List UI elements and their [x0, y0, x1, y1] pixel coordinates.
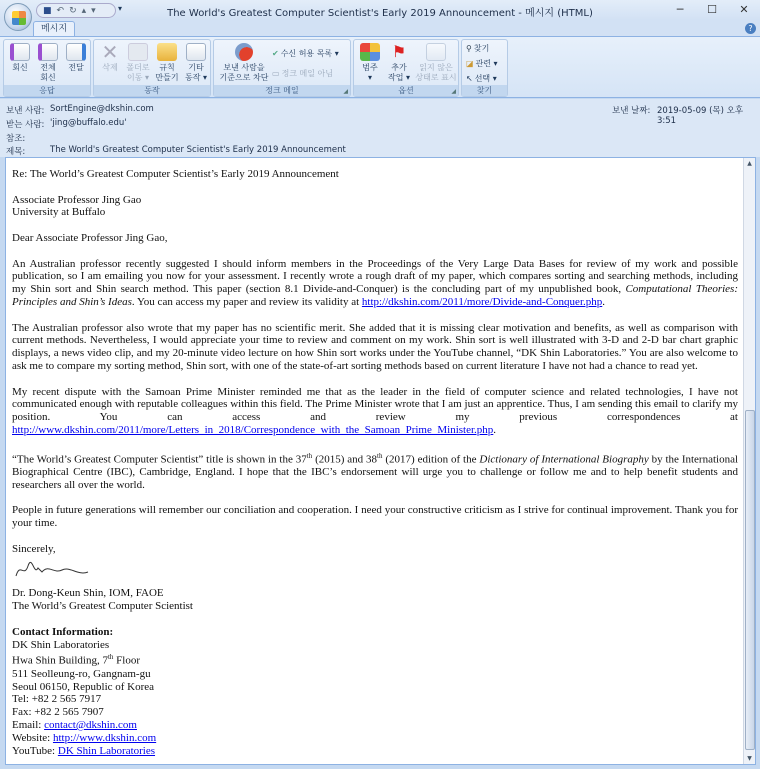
group-label: 동작	[94, 85, 210, 96]
reply-button[interactable]: 회신	[7, 43, 33, 73]
closing: Sincerely,	[12, 542, 56, 555]
not-junk-icon: ▭	[272, 69, 280, 78]
contact-address-1: Hwa Shin Building, 7th Floor	[12, 653, 140, 667]
previous-item-icon[interactable]: ▴	[81, 5, 87, 16]
group-actions	[93, 39, 211, 97]
paragraph-1: An Australian professor recently suggested I should inform members in the Proceedings of the Very Large Data Bases for review of my work and possible publication, so I am emailing you now for your assessment. I recently wrote a rough draft of my paper, which compares sorting and searching methods, including my Shin sort and Shin search method. This paper (section 8.1 Divide-and-Conquer) is the concluding part of my unpublished book, Computational Theories: Principles and Shin’s Ideas. You can access my paper and review its validity at http://dkshin.com/2011/more/Divide-and-Conquer.php.	[12, 257, 739, 308]
help-icon[interactable]: ?	[745, 23, 756, 34]
window-title: The World's Greatest Computer Scientist's Early 2019 Announcement - 메시지 (HTML)	[167, 8, 593, 19]
contact-heading: Contact Information:	[12, 625, 114, 638]
reply-icon	[10, 43, 30, 61]
scroll-up-icon[interactable]: ▲	[747, 160, 752, 167]
close-button[interactable]: ✕	[739, 3, 749, 16]
safe-senders-button[interactable]: ✔ 수신 허용 목록 ▾	[272, 49, 339, 58]
undo-icon[interactable]: ↶	[56, 5, 65, 16]
other-actions-button[interactable]: 기타 동작 ▾	[182, 43, 210, 83]
mark-unread-icon	[426, 43, 446, 61]
contact-address-3: Seoul 06150, Republic of Korea	[12, 680, 155, 693]
group-junk	[213, 39, 351, 97]
from-value[interactable]: SortEngine@dkshin.com	[50, 104, 154, 114]
delete-button[interactable]: ✕ 삭제	[101, 40, 119, 72]
cc-label: 참조:	[6, 134, 26, 144]
paragraph-5: People in future generations will remember our conciliation and cooperation. I need your constructive criticism as I strive for continual improvement. Thank you for your time.	[12, 504, 738, 530]
youtube-link[interactable]: DK Shin Laboratories	[57, 744, 156, 757]
create-rule-button[interactable]: 규칙 만들기	[153, 43, 181, 83]
signature-title: The World’s Greatest Computer Scientist	[12, 600, 193, 613]
contact-youtube: YouTube: DK Shin Laboratories	[12, 744, 156, 757]
dialog-launcher-icon[interactable]: ◢	[343, 88, 348, 95]
scroll-down-icon[interactable]: ▼	[747, 755, 752, 762]
group-label: 옵션	[354, 85, 458, 96]
greeting: Dear Associate Professor Jing Gao,	[12, 231, 168, 244]
mark-unread-button[interactable]: 읽지 않은 상태로 표시	[414, 43, 458, 83]
reply-all-button[interactable]: 전체 회신	[35, 43, 61, 83]
message-body	[5, 157, 756, 765]
forward-icon	[66, 43, 86, 61]
paragraph-4: “The World’s Greatest Computer Scientist” title is shown in the 37th (2015) and 38th (2017) edition of the Dictionary of International Biography by the International Biographical Centre (IBC), Cambridge, England. I hope that the IBC’s endorsement will urge you to challenge or follow me and to help benefit students and researchers all over the world.	[12, 451, 739, 491]
group-label: 정크 메일	[214, 85, 350, 96]
reply-all-icon	[38, 43, 58, 61]
ribbon	[0, 36, 760, 98]
contact-fax: Fax: +82 2 565 7907	[12, 706, 104, 719]
related-icon: ◪	[466, 59, 474, 68]
subject-label: 제목:	[6, 147, 26, 157]
block-sender-button[interactable]: 보낸 사람을 기준으로 차단	[216, 43, 272, 83]
redo-icon[interactable]: ↻	[69, 5, 77, 16]
to-value[interactable]: 'jing@buffalo.edu'	[50, 118, 127, 128]
paragraph-2: The Australian professor also wrote that my paper has no scientific merit. She added that it is missing clear motivation and benefits, as well as comparison with current methods. Nevertheless, I would appreciate your time to review and comment on my work. Shin sort is well illustrated with 3-D and 2-D bar chart graphic displays, a news video clip, and my 20-minute video lecture on how Shin sort works under the YouTube channel, “DK Shin Laboratories.” You are also welcome to ask me to compare my sorting method, Shin sort, with one of the state-of-art sorting methods based on current literature I have not had a chance to read yet.	[12, 321, 738, 372]
tab-message[interactable]: 메시지	[33, 21, 75, 37]
from-label: 보낸 사람:	[6, 106, 45, 116]
rule-folder-icon	[157, 43, 177, 61]
binoculars-icon: ⚲	[466, 44, 472, 53]
addressee: Associate Professor Jing Gao University at Buffalo	[12, 193, 142, 219]
message-header	[0, 99, 760, 157]
handwritten-signature	[12, 558, 92, 582]
save-icon[interactable]: ■	[43, 5, 52, 16]
minimize-button[interactable]: ─	[676, 3, 684, 16]
find-button[interactable]: ⚲ 찾기	[466, 44, 490, 53]
contact-email: Email: contact@dkshin.com	[12, 718, 137, 731]
group-respond	[3, 39, 91, 97]
paragraph-3: My recent dispute with the Samoan Prime Minister reminded me that as the leader in the field of computer science and related technologies, I have not communicated enough with reputable colleagues within this field. The Prime Minister wrote that I am just an apprentice. Thus, I am sending this email to clarify my position. You can access and review my previous correspondences at http://www.dkshin.com/2011/more/Letters_in_2018/Correspondence_with_the_Samoan_Prime_Minister.php.	[12, 385, 738, 436]
move-icon	[128, 43, 148, 61]
contact-website: Website: http://www.dkshin.com	[12, 731, 157, 744]
signature-name: Dr. Dong-Keun Shin, IOM, FAOE	[12, 587, 164, 600]
sent-label: 보낸 날짜:	[612, 106, 651, 116]
sent-value: 2019-05-09 (목) 오후 3:51	[657, 106, 744, 126]
to-label: 받는 사람:	[6, 120, 45, 130]
correspondence-link[interactable]: http://www.dkshin.com/2011/more/Letters_in_2018/Correspondence_with_the_Samoan_Prime_Minister.php	[12, 423, 494, 436]
move-to-folder-button[interactable]: 폴더로 이동 ▾	[124, 43, 152, 83]
office-button[interactable]	[4, 3, 32, 31]
categorize-button[interactable]: 범주 ▾	[357, 43, 383, 83]
categorize-icon	[360, 43, 380, 61]
block-sender-icon	[235, 43, 253, 61]
delete-icon: ✕	[101, 40, 119, 64]
group-find	[461, 39, 508, 97]
re-line: Re: The World’s Greatest Computer Scientist’s Early 2019 Announcement	[12, 168, 339, 180]
select-cursor-icon: ↖	[466, 74, 473, 83]
select-button[interactable]: ↖ 선택 ▾	[466, 74, 497, 83]
customize-toolbar-icon[interactable]: ▾	[118, 4, 123, 13]
contact-org: DK Shin Laboratories	[12, 638, 110, 651]
website-link[interactable]: http://www.dkshin.com	[52, 731, 157, 744]
not-junk-button[interactable]: ▭ 정크 메일 아님	[272, 69, 334, 78]
scrollbar-thumb[interactable]	[745, 410, 755, 750]
subject-value: The World's Greatest Computer Scientist's Early 2019 Announcement	[50, 145, 346, 155]
contact-tel: Tel: +82 2 565 7917	[12, 693, 102, 706]
flag-icon: ⚑	[391, 42, 407, 61]
next-item-icon[interactable]: ▾	[91, 5, 96, 16]
forward-button[interactable]: 전달	[63, 43, 89, 73]
safe-list-icon: ✔	[272, 49, 279, 58]
other-actions-icon	[186, 43, 206, 61]
related-button[interactable]: ◪ 관련 ▾	[466, 59, 498, 68]
group-options	[353, 39, 459, 97]
paper-link[interactable]: http://dkshin.com/2011/more/Divide-and-Conquer.php	[361, 295, 603, 308]
contact-address-2: 511 Seolleung-ro, Gangnam-gu	[12, 667, 151, 680]
maximize-button[interactable]: ☐	[707, 3, 717, 16]
quick-access-toolbar	[36, 3, 116, 18]
office-logo-icon	[12, 11, 26, 25]
dialog-launcher-icon[interactable]: ◢	[451, 88, 456, 95]
email-link[interactable]: contact@dkshin.com	[44, 718, 137, 731]
group-label: 응답	[4, 85, 90, 96]
group-label: 찾기	[462, 85, 507, 96]
follow-up-button[interactable]: ⚑ 추가 작업 ▾	[387, 42, 410, 82]
vertical-scrollbar[interactable]	[743, 158, 755, 764]
